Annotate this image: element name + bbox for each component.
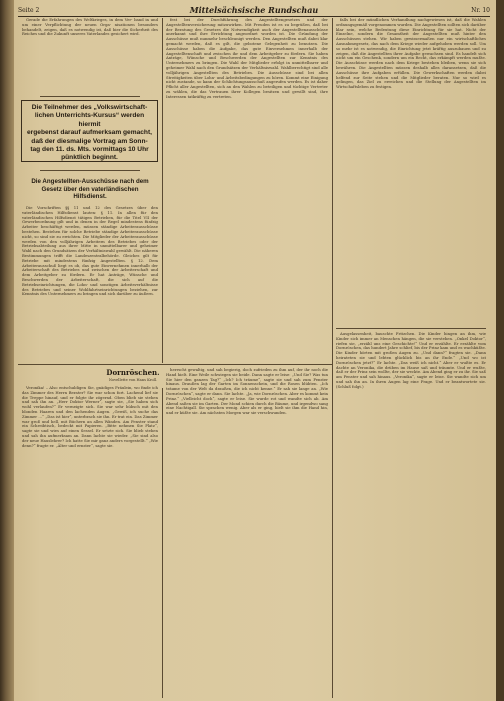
announcement-line: Die Teilnehmer des „Volkswirtschaft- xyxy=(31,104,148,111)
column-rule xyxy=(162,18,163,363)
paragraph: Veronika! – Also entschuldigen Sie, gnädiges Fräulein, wo finde ich das Zimmer des Herrn Berater? Sie war schon fort. Lachend lief sie die Treppe hinauf, und er folgte ihr zögernd. Oben blieb sie stehen und sah ihn an. „Herr Doktor Werner“, sagte sie, „Sie haben sich wohl verlaufen?“ Er verneigte sich. Sie war sehr hübsch mit den blonden Haaren und den lachenden Augen. „Gewiß, ich suche das Zimmer …“ „Das ist hier“, unterbrach sie ihn. Er trat ein. Das Zimmer war groß und hell, mit Büchern an allen Wänden. Am Fenster stand ein Schreibtisch, bedeckt mit Papieren. „Bitte nehmen Sie Platz“, sagte sie und wies auf einen Sessel. Er setzte sich. Sie blieb stehen und sah ihn aufmerksam an. Dann lachte sie wieder. „Sie sind also der neue Hauslehrer? Ich hatte Sie mir ganz anders vorgestellt.“ „Wie denn?“ fragte er. „Älter und ernster“, sagte sie. xyxy=(22,386,158,448)
article-body xyxy=(22,206,158,362)
announcement-line: ergebenst darauf aufmerksam gemacht, xyxy=(27,129,152,137)
announcement-line: pünktlich beginnt. xyxy=(61,154,118,162)
column-3-lower-text xyxy=(336,332,486,698)
paragraph: falls bei der mündlichen Verhandlung nachgewiesen ist, daß die Wahlen ordnungsgemäß vorgenommen wurden. Die Angestellten sollten sich darüber klar sein, welche Bedeutung diese Einrichtung für sie hat. Nicht der Einzelne, sondern die Gesamtheit der Angestellten muß hinter den Ausschüssen stehen. Wir haben gewissermaßen nur ein wirtschaftliches Ausnahmegesetz, das nach dem Kriege wieder aufgehoben werden soll. Um so mehr ist es notwendig, die Einrichtung jetzt kräftig auszubauen und zu zeigen, daß die Angestellten ihrer Aufgabe gewachsen sind. Es handelt sich nicht um ein Geschenk, sondern um ein Recht, das erkämpft werden mußte. Die Ausschüsse werden nach dem Kriege bestehen bleiben, wenn sie sich bewähren. Die Angestellten müssen deshalb alles daransetzen, daß die Ausschüsse ihre Aufgaben erfüllen. Die Gewerkschaften werden dabei helfend zur Seite stehen und die Mitglieder beraten. Nur so wird es gelingen, das Ziel zu erreichen und die Stellung der Angestellten im Wirtschaftsleben zu festigen. xyxy=(336,18,486,90)
paragraph: Ausgelassenheit, bauschte Fritzchen. Die Kinder hingen an ihm, wie Kinder sich immer an Menschen hängen, die sie verstehen. „Onkel Doktor“, riefen sie, „erzähl uns eine Geschichte!“ Und er erzählte. Er erzählte vom Dornröschen, das hundert Jahre schlief, bis der Prinz kam und es wachküßte. Die Kinder hörten mit großen Augen zu. „Und dann?“ fragten sie. „Dann heirateten sie und lebten glücklich bis an ihr Ende.“ „Und wo ist Dornröschen jetzt?“ Er lachte. „Das weiß ich nicht.“ Aber er wußte es. Er dachte an Veronika, die drüben im Hause saß und träumte. Und er wußte, daß er der Prinz sein wollte, der sie weckte. Am Abend ging er zu ihr. Sie saß am Fenster und sah hinaus. „Veronika“, sagte er leise. Sie wandte sich um und sah ihn an. In ihren Augen lag eine Frage. Und er beantwortete sie. (Schluß folgt.) xyxy=(336,332,486,389)
column-1-top-text xyxy=(22,18,158,44)
heading-line: Hilfsdienst. xyxy=(73,193,107,201)
feuilleton-column-1 xyxy=(22,386,158,698)
paragraph: herrscht gewaltig, und sah begierig, doch zufrieden zu ihm auf, der ihr noch die Hand hielt. Eine Weile schwiegen sie beide. Dann sagte er leise: „Und Sie? Was tun Sie hier den ganzen Tag?“ „Ich? Ich träume“, sagte sie und sah zum Fenster hinaus. Draußen lag der Garten im Sonnenschein, und die Rosen blühten. „Ich träume von der Welt da draußen, die ich nicht kenne.“ Er sah sie lange an. „Wie Dornröschen“, sagte er dann. Sie lachte. „Ja, wie Dornröschen. Aber es kommt kein Prinz.“ „Vielleicht doch“, sagte er leise. Sie wurde rot und wandte sich ab. Am Abend saßen sie im Garten. Der Mond schien durch die Bäume, und irgendwo sang eine Nachtigall. Sie sprachen wenig. Aber als er ging, hielt sie ihm die Hand hin, und er küßte sie. Am nächsten Morgen war sie verschwunden. xyxy=(166,368,328,416)
column-2-text xyxy=(166,18,328,362)
column-rule xyxy=(332,18,333,698)
column-rule xyxy=(162,388,163,698)
announcement-line: tag den 11. ds. Mts. vormittags 10 Uhr xyxy=(30,146,149,154)
divider xyxy=(40,96,140,97)
feuilleton-column-2 xyxy=(166,368,328,698)
article-heading xyxy=(22,178,158,201)
heading-line: Die Angestellten-Ausschüsse nach dem xyxy=(31,178,149,185)
feuilleton-title: Dornröschen. xyxy=(106,368,160,377)
paragraph: fest bei der Durchführung des Angestelltengesetzes und der Angestelltenversicherung mitzuwirken. Mit Freuden ist es zu begrüßen, daß bei der Beratung des Gesetzes die Notwendigkeit auch der Angestelltenausschüsse anerkannt und ihre Errichtung angeordnet worden ist. Die Gründung der Ausschüsse muß nunmehr beschleunigt werden. Den Angestellten muß dabei klar gemacht werden, daß es gilt, die gebotene Gelegenheit zu benutzen. Die Ausschüsse haben die Aufgabe, das gute Einvernehmen innerhalb der Angestelltenschaft und zwischen ihr und dem Arbeitgeber zu fördern. Sie haben Anträge, Wünsche und Beschwerden der Angestellten zur Kenntnis des Unternehmers zu bringen. Die Wahl der Mitglieder erfolgt in unmittelbarer und geheimer Wahl nach den Grundsätzen der Verhältniswahl. Wahlberechtigt sind alle volljährigen Angestellten des Betriebes. Die Ausschüsse sind bei allen Streitigkeiten über Lohn- und Arbeitsbedingungen zu hören. Kommt eine Einigung nicht zustande, so kann der Schlichtungsausschuß angerufen werden. Es ist daher Pflicht aller Angestellten, sich an den Wahlen zu beteiligen und tüchtige Vertreter zu wählen, die das Vertrauen ihrer Kollegen besitzen und gewillt sind, ihre Interessen tatkräftig zu vertreten. xyxy=(166,18,328,99)
paragraph: Die Vorschriften §§ 11 und 12 des Gesetzes über den vaterländischen Hilfsdienst lauten: § 11. In allen für den vaterländischen Hilfsdienst tätigen Betrieben, für die Titel VII der Gewerbeordnung gilt und in denen in der Regel mindestens fünfzig Arbeiter beschäftigt werden, müssen ständige Arbeiterausschüsse bestehen. Bestehen für solche Betriebe ständige Arbeiterausschüsse nicht, so sind sie zu errichten. Die Mitglieder der Arbeiterausschüsse werden von den volljährigen Arbeitern des Betriebes oder der Betriebsabteilung aus ihrer Mitte in unmittelbarer und geheimer Wahl nach den Grundsätzen der Verhältniswahl gewählt. Die näheren Bestimmungen trifft die Landeszentralbehörde. Gleiches gilt für Betriebe mit mindestens fünfzig Angestellten. § 12. Dem Arbeiterausschuß liegt es ob, das gute Einvernehmen innerhalb der Arbeiterschaft des Betriebes und zwischen der Arbeiterschaft und dem Arbeitgeber zu fördern. Er hat Anträge, Wünsche und Beschwerden der Arbeiterschaft, die sich auf die Betriebseinrichtungen, die Lohn- und sonstigen Arbeitsverhältnisse des Betriebes und seiner Wohlfahrtseinrichtungen beziehen, zur Kenntnis des Unternehmers zu bringen und sich darüber zu äußern. xyxy=(22,206,158,297)
page-header xyxy=(18,4,490,17)
feuilleton-subtitle: Novellette von Hans Kroll. xyxy=(108,378,158,382)
column-3-text xyxy=(336,18,486,324)
newspaper-title: Mittelsächsische Rundschau xyxy=(189,5,319,15)
book-binding xyxy=(0,0,14,701)
announcement-box xyxy=(21,100,158,162)
announcement-line: daß der diesmalige Vortrag am Sonn- xyxy=(31,137,148,145)
paragraph: Gerade die Erfahrungen des Weltkrieges, in dem Ver- band in und um einer Verpflichtung der neuen Orga- nisationen besonders behandelt, zeigen, daß es notwendig ist, daß hier die Sicherheit des Reiches und die Zukunft unseres Vaterlandes gesichert wird. xyxy=(22,18,158,37)
page-edge xyxy=(496,0,504,701)
page-number: Seite 2 xyxy=(18,7,40,14)
announcement-line: lichen Unterrichts-Kursus“ werden hiermit xyxy=(34,112,145,128)
divider xyxy=(40,170,140,171)
issue-number: Nr. 10 xyxy=(471,7,490,14)
heading-line: Gesetz über den vaterländischen xyxy=(41,185,139,193)
divider xyxy=(336,328,486,329)
feuilleton-rule xyxy=(18,364,332,365)
